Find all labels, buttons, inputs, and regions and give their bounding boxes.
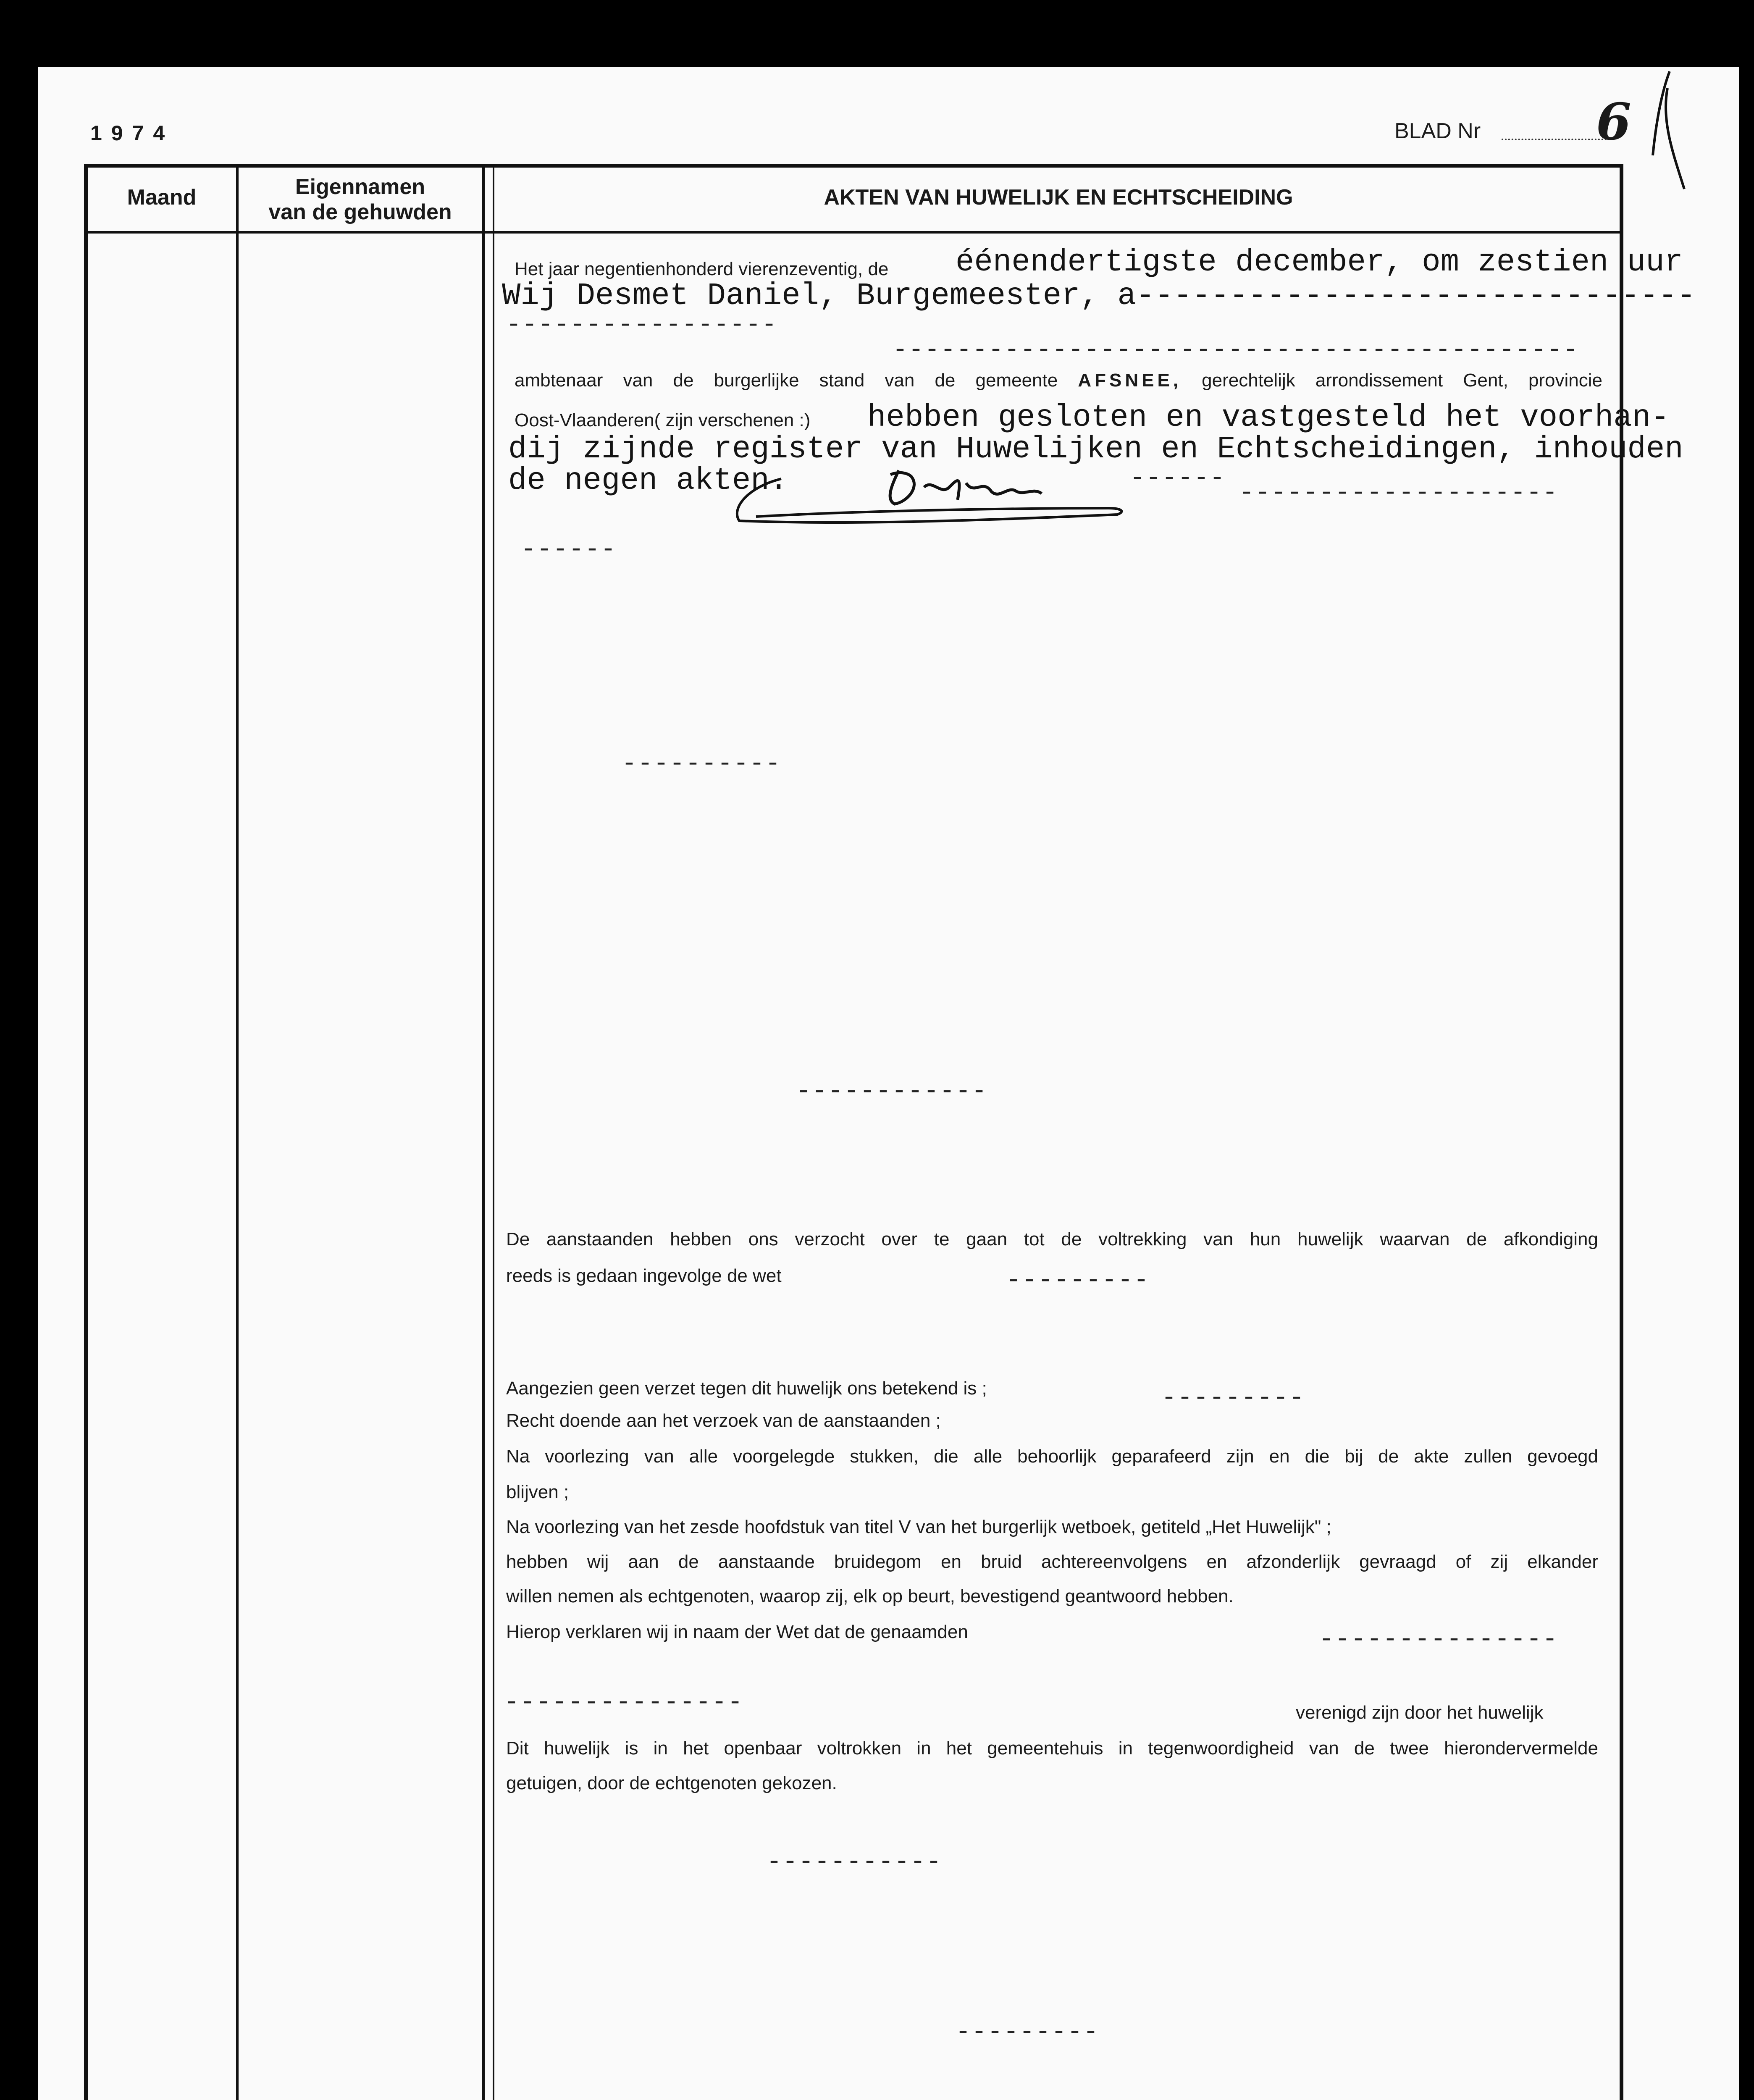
filler-dash-h: ---------: [956, 2018, 1100, 2047]
col-header-eigennamen: [239, 174, 481, 225]
filler-dash-e: ---------------: [1319, 1625, 1559, 1654]
year-label: 1974: [90, 121, 174, 145]
filler-dash-c: ---------: [1006, 1266, 1150, 1295]
para2-line2: Recht doende aan het verzoek van de aanstaanden ;: [506, 1410, 941, 1431]
deed-ambtenaar-post: gerechtelijk arrondissement Gent, provincie: [1202, 370, 1603, 391]
para2-line5: Na voorlezing van het zesde hoofdstuk van titel V van het burgerlijk wetboek, getiteld „Het Huwelijk" ;: [506, 1517, 1331, 1537]
col-header-eigennamen-line2: van de gehuwden: [268, 200, 452, 224]
blad-dotted-line: [1502, 139, 1607, 140]
filler-dash-d: ---------: [1161, 1384, 1305, 1412]
deed-ambtenaar-line: [515, 370, 1602, 391]
deed-filler-dash-3: ------: [1130, 464, 1226, 493]
para3-line2: getuigen, door de echtgenoten gekozen.: [506, 1773, 837, 1793]
filler-dash-b: ------------: [796, 1077, 988, 1106]
blad-number: 6: [1596, 92, 1631, 152]
para2-line3: Na voorlezing van alle voorgelegde stukken, die alle behoorlijk geparafeerd zijn en die bij de akte zullen gevoegd: [506, 1446, 1598, 1467]
deed-ambtenaar-pre: ambtenaar van de burgerlijke stand van de gemeente: [515, 370, 1058, 391]
deed-filler-dash-4: --------------------: [1239, 479, 1559, 507]
deed-typed-line-c: de negen akten.: [508, 463, 788, 499]
col-header-maand: Maand: [127, 185, 197, 210]
para2-line7: willen nemen als echtgenoten, waarop zij, elk op beurt, bevestigend geantwoord hebben.: [506, 1586, 1234, 1606]
para2-line8: Hierop verklaren wij in naam der Wet dat de genaamden: [506, 1622, 968, 1642]
deed-typed-line-a: hebben gesloten en vastgesteld het voorhan-: [867, 400, 1670, 436]
para1-line2: reeds is gedaan ingevolge de wet: [506, 1265, 782, 1286]
blad-label: BLAD Nr: [1394, 119, 1481, 143]
deed-filler-dash-2: -------------------------------------------: [893, 336, 1579, 365]
column-divider-2b: [493, 164, 494, 2100]
filler-dash-a: ----------: [622, 750, 782, 778]
col-header-eigennamen-line1: Eigennamen: [295, 175, 425, 199]
deed-province-printed: Oost-Vlaanderen( zijn verschenen :): [515, 410, 811, 430]
para2-line4: blijven ;: [506, 1482, 569, 1502]
margin-pen-stroke: [1644, 63, 1691, 202]
mayor-signature: [722, 462, 1142, 538]
verenigd-label: verenigd zijn door het huwelijk: [1296, 1702, 1544, 1723]
col-header-akten: AKTEN VAN HUWELIJK EN ECHTSCHEIDING: [824, 185, 1293, 210]
para3-line1: Dit huwelijk is in het openbaar voltrokken in het gemeentehuis in tegenwoordigheid van de twee hierondervermelde: [506, 1738, 1598, 1759]
filler-dash-f: ---------------: [504, 1688, 744, 1717]
deed-mayor-typed: Wij Desmet Daniel, Burgemeester, a------------------------------: [502, 278, 1696, 314]
column-divider-1: [236, 164, 239, 2100]
deed-filler-dash-5: ------: [521, 536, 617, 564]
deed-year-printed: Het jaar negentienhonderd vierenzeventig, de: [515, 259, 889, 279]
column-divider-2: [482, 164, 485, 2100]
para2-line6: hebben wij aan de aanstaande bruidegom en bruid achtereenvolgens en afzonderlijk gevraagd of zij elkander: [506, 1551, 1598, 1572]
deed-date-typed: éénendertigste december, om zestien uur: [956, 245, 1683, 280]
para1-line1: De aanstaanden hebben ons verzocht over te gaan tot de voltrekking van hun huwelijk waarvan de afkondiging: [506, 1229, 1598, 1250]
deed-filler-dash-1: -----------------: [506, 311, 778, 339]
deed-typed-line-b: dij zijnde register van Huwelijken en Echtscheidingen, inhouden: [508, 432, 1683, 467]
filler-dash-g: -----------: [767, 1848, 943, 1877]
header-divider: [84, 231, 1623, 234]
para2-line1: Aangezien geen verzet tegen dit huwelijk ons betekend is ;: [506, 1378, 987, 1399]
deed-municipality: AFSNEE,: [1078, 370, 1182, 391]
